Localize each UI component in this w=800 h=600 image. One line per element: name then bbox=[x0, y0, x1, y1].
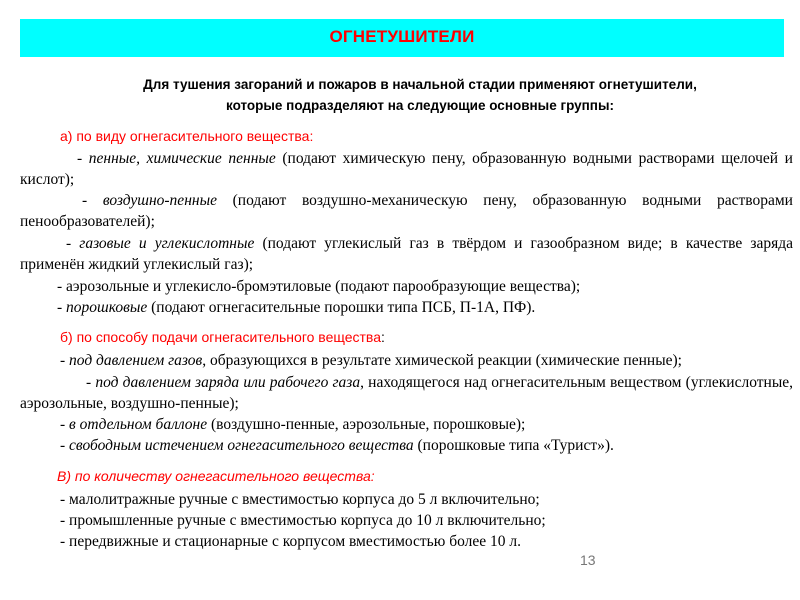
item-term: под давлением заряда или рабочего газа bbox=[95, 374, 361, 391]
section-c-item bbox=[60, 510, 800, 531]
item-prefix: - bbox=[77, 150, 89, 167]
section-b-item bbox=[60, 414, 800, 435]
section-a-heading: а) по виду огнегасительного вещества: bbox=[60, 128, 314, 144]
item-term: газовые и углекислотные bbox=[79, 235, 255, 252]
item-term: воздушно-пенные bbox=[102, 192, 217, 209]
section-b-heading-text: б) по способу подачи огнегасительного вещества bbox=[60, 329, 381, 345]
item-desc: , находящегося над огнегасительным веществом (углекислотные, аэрозольные, воздушно-пенные); bbox=[20, 374, 793, 412]
slide-title: ОГНЕТУШИТЕЛИ bbox=[329, 27, 475, 46]
item-desc: передвижные и стационарные с корпусом вместимостью более 10 л. bbox=[69, 533, 521, 550]
item-prefix: - bbox=[57, 278, 67, 295]
item-term: в отдельном баллоне bbox=[69, 416, 208, 433]
item-prefix: - bbox=[60, 416, 70, 433]
item-desc: (подают огнегасительные порошки типа ПСБ, П-1А, ПФ). bbox=[147, 299, 536, 316]
intro-line-2: которые подразделяют на следующие основные группы: bbox=[225, 98, 614, 113]
item-prefix: - bbox=[86, 374, 96, 391]
item-desc: (подают химическую пену, образованную водными растворами щелочей и кислот); bbox=[20, 150, 793, 188]
section-a-item bbox=[57, 297, 800, 318]
section-c-item bbox=[60, 489, 800, 510]
item-desc: (подают углекислый газ в твёрдом и газообразном виде; в качестве заряда применён жидкий углекислый газ); bbox=[20, 235, 793, 273]
section-b-item bbox=[60, 350, 800, 371]
item-desc: промышленные ручные с вместимостью корпуса до 10 л включительно; bbox=[69, 512, 546, 529]
section-c-heading: В) по количеству огнегасительного вещества: bbox=[57, 468, 375, 484]
item-desc: (подают воздушно-механическую пену, образованную водными растворами пенообразователей); bbox=[20, 192, 793, 230]
item-desc: аэрозольные и углекисло-бромэтиловые (подают парообразующие вещества); bbox=[66, 278, 581, 295]
item-prefix: - bbox=[60, 533, 70, 550]
item-prefix: - bbox=[57, 299, 67, 316]
section-a-item bbox=[20, 190, 793, 232]
page-number: 13 bbox=[580, 552, 596, 568]
item-desc: (воздушно-пенные, аэрозольные, порошковые); bbox=[207, 416, 526, 433]
item-desc: (порошковые типа «Турист»). bbox=[413, 437, 614, 454]
item-prefix: - bbox=[66, 235, 80, 252]
item-prefix: - bbox=[60, 437, 70, 454]
section-c-item bbox=[60, 531, 800, 552]
title-bar bbox=[20, 19, 784, 57]
section-a-item bbox=[20, 148, 793, 190]
section-a-item bbox=[20, 233, 793, 275]
item-desc: , образующихся в результате химической реакции (химические пенные); bbox=[202, 352, 682, 369]
item-prefix: - bbox=[60, 352, 70, 369]
item-term: свободным истечением огнегасительного вещества bbox=[69, 437, 414, 454]
section-b-item bbox=[60, 435, 800, 456]
item-desc: малолитражные ручные с вместимостью корпуса до 5 л включительно; bbox=[69, 491, 540, 508]
item-term: пенные, химические пенные bbox=[88, 150, 276, 167]
item-term: порошковые bbox=[66, 299, 148, 316]
item-term: под давлением газов bbox=[69, 352, 203, 369]
item-prefix: - bbox=[82, 192, 103, 209]
item-prefix: - bbox=[60, 512, 70, 529]
intro-line-1: Для тушения загораний и пожаров в начальной стадии применяют огнетушители, bbox=[143, 77, 697, 92]
item-prefix: - bbox=[60, 491, 70, 508]
section-b-item bbox=[20, 372, 793, 414]
section-b-heading bbox=[60, 329, 385, 345]
section-a-item bbox=[57, 276, 800, 297]
section-b-colon: : bbox=[381, 329, 385, 345]
